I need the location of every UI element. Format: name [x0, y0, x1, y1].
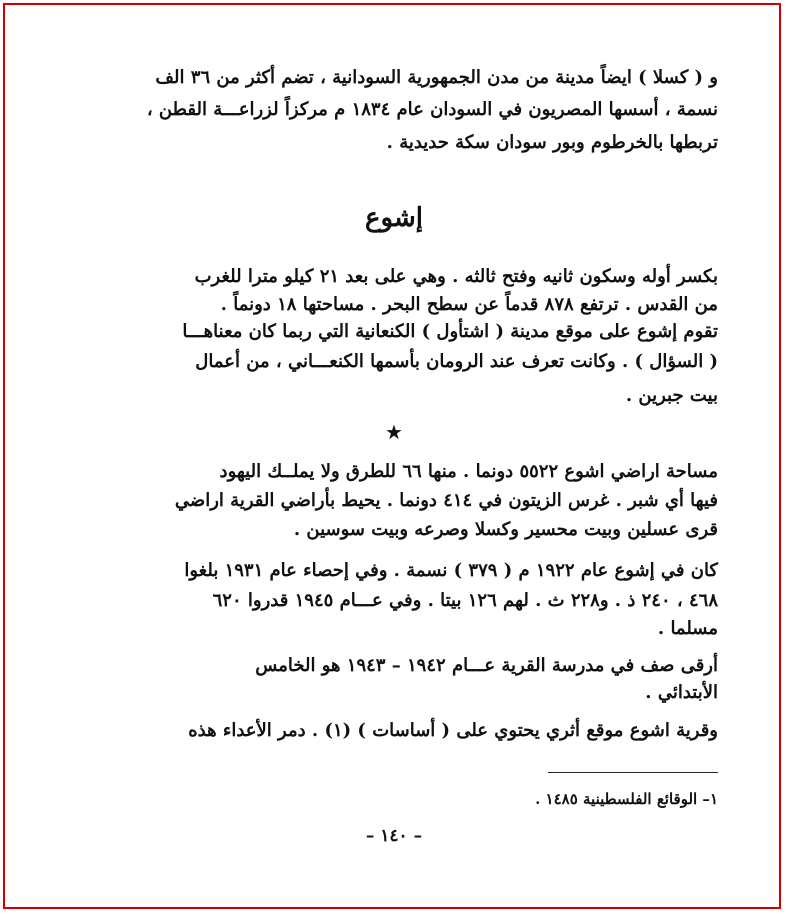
text-line: كان في إشوع عام ١٩٢٢ م ( ٣٧٩ ) نسمة . وفي إحصاء عام ١٩٣١ بلغوا	[184, 560, 718, 581]
page-number: – ١٤٠ –	[365, 826, 423, 846]
text-line: الأبتدائي .	[645, 682, 718, 703]
text-line: ( السؤال ) . وكانت تعرف عند الرومان بأسمها الكنعـــاني ، من أعمال	[195, 351, 718, 372]
text-line: من القدس . ترتفع ٨٧٨ قدماً عن سطح البحر . مساحتها ١٨ دونماً .	[220, 294, 718, 315]
text-line: وقرية اشوع موقع أثري يحتوي على ( أساسات ) (١) . دمر الأعداء هذه	[188, 720, 718, 741]
text-line: ٤٦٨ ، ٢٤٠ ذ . و٢٢٨ ث . لهم ١٢٦ بيتا . وفي عـــام ١٩٤٥ قدروا ٦٢٠	[212, 590, 718, 611]
text-line: تقوم إشوع على موقع مدينة ( اشتأول ) الكنعانية التي ربما كان معناهـــا	[182, 321, 718, 342]
text-line: قرى عسلين وبيت محسير وكسلا وصرعه وبيت سوسين .	[293, 519, 718, 540]
text-line: أرقى صف في مدرسة القرية عـــام ١٩٤٢ – ١٩٤٣ هو الخامس	[255, 655, 718, 676]
star-divider: ★	[385, 420, 403, 444]
footnote: ١– الوقائع الفلسطينية ١٤٨٥ .	[535, 790, 718, 808]
text-line: مساحة اراضي اشوع ٥٥٢٢ دونما . منها ٦٦ للطرق ولا يملــك اليهود	[219, 461, 718, 482]
text-line: نسمة ، أسسها المصريون في السودان عام ١٨٣٤ م مركزاً لزراعـــة القطن ،	[146, 99, 718, 120]
text-line: تربطها بالخرطوم وبور سودان سكة حديدية .	[386, 132, 718, 153]
text-line: فيها أي شبر . غرس الزيتون في ٤١٤ دونما . يحيط بأراضي القرية اراضي	[174, 490, 718, 511]
text-line: بكسر أوله وسكون ثانيه وفتح ثالثه . وهي على بعد ٢١ كيلو مترا للغرب	[194, 266, 718, 287]
section-heading: إشوع	[365, 203, 423, 233]
footnote-divider	[548, 772, 718, 773]
text-line: مسلما .	[657, 618, 718, 639]
text-line: و ( كسلا ) ايضاً مدينة من مدن الجمهورية السودانية ، تضم أكثر من ٣٦ الف	[155, 67, 718, 88]
text-line: بيت جبرين .	[625, 385, 718, 406]
